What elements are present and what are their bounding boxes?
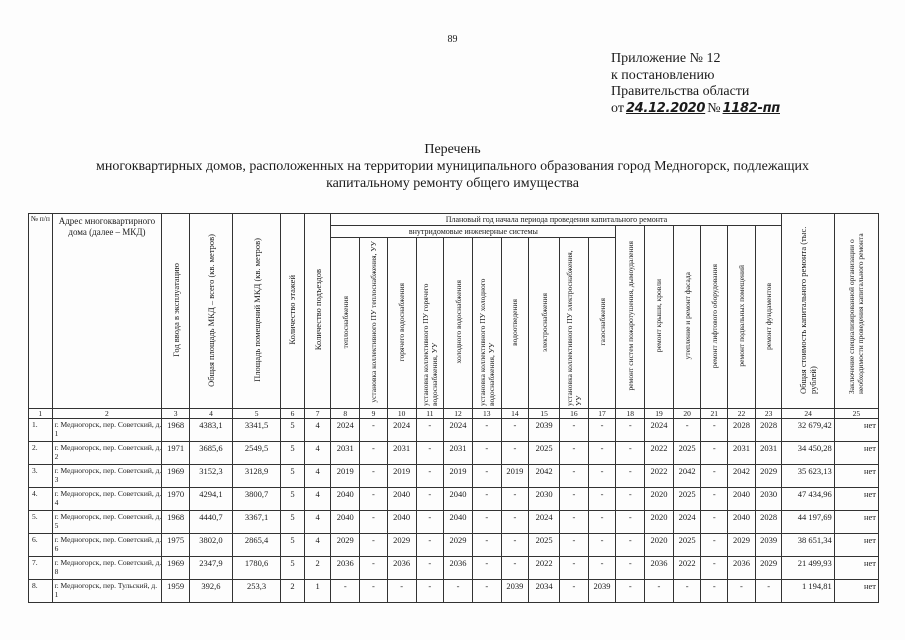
table-cell: - [501, 442, 529, 465]
table-cell: 3802,0 [189, 534, 232, 557]
table-cell: - [360, 557, 388, 580]
table-cell: 1780,6 [233, 557, 281, 580]
table-cell: 5 [281, 442, 305, 465]
column-number: 12 [444, 409, 473, 419]
table-cell: нет [834, 442, 878, 465]
column-number: 19 [645, 409, 674, 419]
table-cell: 1970 [162, 488, 190, 511]
column-number: 2 [52, 409, 162, 419]
table-cell: - [501, 419, 529, 442]
header-heat-pu: установка коллективного ПУ теплоснабжения, УУ [360, 238, 388, 409]
table-cell: 3685,6 [189, 442, 232, 465]
table-cell: 2025 [529, 442, 560, 465]
table-cell: 4294,1 [189, 488, 232, 511]
title-line-1: Перечень [424, 142, 481, 157]
table-cell: 2042 [728, 465, 756, 488]
table-cell: - [588, 511, 616, 534]
column-number-row [29, 409, 879, 419]
table-cell: 2019 [331, 465, 360, 488]
table-cell: 2025 [673, 534, 701, 557]
table-cell: - [416, 419, 444, 442]
table-cell: 2024 [444, 419, 473, 442]
table-cell: 2039 [755, 534, 782, 557]
column-number: 1 [29, 409, 53, 419]
table-cell: 2040 [444, 511, 473, 534]
table-cell: г. Медногорск, пер. Советский, д. 2 [52, 442, 162, 465]
table-cell: 1975 [162, 534, 190, 557]
table-cell: - [360, 580, 388, 603]
table-cell: 2030 [529, 488, 560, 511]
header-drain: водоотведения [501, 238, 529, 409]
table-cell: нет [834, 557, 878, 580]
column-number: 24 [782, 409, 834, 419]
table-cell: 2040 [728, 511, 756, 534]
header-heat: теплоснабжения [331, 238, 360, 409]
header-cold: холодного водоснабжения [444, 238, 473, 409]
table-row [29, 442, 879, 465]
column-number: 21 [701, 409, 728, 419]
table-cell: - [560, 465, 589, 488]
table-cell: 4383,1 [189, 419, 232, 442]
appendix-number: 1182-пп [722, 100, 780, 116]
table-cell: - [616, 580, 645, 603]
table-cell: г. Медногорск, пер. Советский, д. 5 [52, 511, 162, 534]
table-cell: - [616, 511, 645, 534]
table-cell: - [701, 488, 728, 511]
table-cell: - [673, 580, 701, 603]
document-title [40, 141, 865, 192]
table-cell: - [360, 465, 388, 488]
table-cell: 47 434,96 [782, 488, 834, 511]
table-row [29, 488, 879, 511]
table-cell: 4440,7 [189, 511, 232, 534]
table-cell: 4. [29, 488, 53, 511]
appendix-date: 24.12.2020 [625, 100, 706, 116]
table-cell: 3367,1 [233, 511, 281, 534]
table-cell: - [560, 442, 589, 465]
table-cell: - [360, 488, 388, 511]
table-cell: - [416, 511, 444, 534]
table-cell: - [701, 465, 728, 488]
header-roof: ремонт крыши, кровли [645, 226, 674, 409]
appendix-from: от [611, 100, 624, 116]
table-cell: - [416, 580, 444, 603]
table-cell: 44 197,69 [782, 511, 834, 534]
table-cell: нет [834, 511, 878, 534]
table-cell: 5 [281, 557, 305, 580]
table-cell: - [701, 511, 728, 534]
table-cell: 2040 [728, 488, 756, 511]
table-cell: - [360, 534, 388, 557]
table-cell: 2029 [755, 465, 782, 488]
table-cell: 253,3 [233, 580, 281, 603]
header-cold-pu: установка коллективного ПУ холодного водоснабжения, УУ [472, 238, 501, 409]
table-cell: 5. [29, 511, 53, 534]
table-cell: - [416, 442, 444, 465]
table-cell: - [701, 419, 728, 442]
header-gas: газоснабжения [588, 238, 616, 409]
table-cell: 8. [29, 580, 53, 603]
table-cell: - [701, 580, 728, 603]
table-cell: 1 194,81 [782, 580, 834, 603]
table-cell: 3800,7 [233, 488, 281, 511]
column-number: 23 [755, 409, 782, 419]
table-cell: г. Медногорск, пер. Советский, д. 8 [52, 557, 162, 580]
table-cell: - [588, 465, 616, 488]
table-row [29, 580, 879, 603]
header-elec-pu: установка коллективного ПУ электроснабжения, УУ [560, 238, 589, 409]
page-number: 89 [447, 34, 458, 45]
column-number: 25 [834, 409, 878, 419]
table-cell: 34 450,28 [782, 442, 834, 465]
column-number: 17 [588, 409, 616, 419]
table-cell: 7. [29, 557, 53, 580]
table-cell: 4 [304, 534, 331, 557]
table-cell: 2031 [728, 442, 756, 465]
header-entrances: Количество подъездов [304, 214, 331, 409]
table-cell: 3. [29, 465, 53, 488]
header-floors: Количество этажей [281, 214, 305, 409]
table-cell: 2020 [645, 534, 674, 557]
table-cell: 2036 [444, 557, 473, 580]
table-cell: - [588, 557, 616, 580]
appendix-no: № [707, 100, 721, 116]
table-cell: - [588, 488, 616, 511]
table-cell: 5 [281, 511, 305, 534]
table-cell: 2024 [673, 511, 701, 534]
table-cell: 4 [304, 419, 331, 442]
table-cell: 2025 [529, 534, 560, 557]
table-cell: 2019 [501, 465, 529, 488]
table-cell: - [616, 534, 645, 557]
table-cell: 2029 [728, 534, 756, 557]
table-cell: 2034 [529, 580, 560, 603]
table-cell: - [616, 465, 645, 488]
table-cell: - [416, 557, 444, 580]
table-cell: нет [834, 488, 878, 511]
table-cell: г. Медногорск, пер. Тульский, д. 1 [52, 580, 162, 603]
table-cell: 2029 [755, 557, 782, 580]
table-cell: 2019 [387, 465, 416, 488]
title-line-2: многоквартирных домов, расположенных на территории муниципального образования город Медногорск, подлежащих [95, 159, 809, 174]
table-cell: 32 679,42 [782, 419, 834, 442]
column-number: 8 [331, 409, 360, 419]
table-cell: 2030 [755, 488, 782, 511]
table-row [29, 465, 879, 488]
appendix-line-2: к постановлению [611, 67, 715, 83]
table-cell: 4 [304, 488, 331, 511]
table-cell: 1969 [162, 557, 190, 580]
table-cell: - [472, 419, 501, 442]
table-cell: 2022 [645, 442, 674, 465]
table-cell: г. Медногорск, пер. Советский, д. 1 [52, 419, 162, 442]
table-cell: - [560, 580, 589, 603]
header-fire: ремонт систем пожаротушения, дымоудаления [616, 226, 645, 409]
column-number: 5 [233, 409, 281, 419]
header-cost: Общая стоимость капитального ремонта (тыс. рублей) [782, 214, 834, 409]
table-cell: - [444, 580, 473, 603]
table-cell: 1968 [162, 419, 190, 442]
table-cell: нет [834, 580, 878, 603]
table-cell: - [472, 580, 501, 603]
table-cell: 2024 [331, 419, 360, 442]
table-cell: 2031 [387, 442, 416, 465]
table-cell: 2. [29, 442, 53, 465]
table-cell: 2040 [387, 511, 416, 534]
table-cell: - [360, 442, 388, 465]
table-cell: 2 [304, 557, 331, 580]
table-cell: 2031 [331, 442, 360, 465]
header-nn: № п/п [29, 214, 53, 409]
header-facade: утепление и ремонт фасада [673, 226, 701, 409]
table-cell: 2028 [755, 511, 782, 534]
header-conclusion: Заключение специализированной организации о необходимости проведения капитального ремонта [834, 214, 878, 409]
table-cell: - [472, 534, 501, 557]
header-foundation: ремонт фундаментов [755, 226, 782, 409]
appendix-line-3: Правительства области [611, 84, 750, 99]
table-cell: 1 [304, 580, 331, 603]
table-cell: 5 [281, 488, 305, 511]
table-cell: - [560, 534, 589, 557]
table-cell: 2042 [673, 465, 701, 488]
header-planned: Плановый год начала периода проведения капитального ремонта [331, 214, 782, 226]
table-cell: г. Медногорск, пер. Советский, д. 3 [52, 465, 162, 488]
table-cell: 1. [29, 419, 53, 442]
table-cell: 2347,9 [189, 557, 232, 580]
table-cell: 2040 [331, 488, 360, 511]
column-number: 14 [501, 409, 529, 419]
column-number: 15 [529, 409, 560, 419]
table-cell: - [501, 534, 529, 557]
table-cell: 2022 [529, 557, 560, 580]
table-cell: - [616, 442, 645, 465]
table-cell: 2031 [755, 442, 782, 465]
column-number: 6 [281, 409, 305, 419]
table-cell: 3128,9 [233, 465, 281, 488]
table-cell: - [331, 580, 360, 603]
column-number: 9 [360, 409, 388, 419]
table-cell: - [560, 557, 589, 580]
table-cell: 2029 [331, 534, 360, 557]
table-cell: 2039 [529, 419, 560, 442]
column-number: 18 [616, 409, 645, 419]
column-number: 11 [416, 409, 444, 419]
table-cell: 2019 [444, 465, 473, 488]
table-cell: 2024 [529, 511, 560, 534]
column-number: 16 [560, 409, 589, 419]
table-cell: 4 [304, 442, 331, 465]
table-cell: - [416, 488, 444, 511]
table-cell: 2040 [444, 488, 473, 511]
column-number: 20 [673, 409, 701, 419]
table-cell: 2865,4 [233, 534, 281, 557]
table-cell: нет [834, 465, 878, 488]
table-cell: - [616, 557, 645, 580]
table-cell: нет [834, 534, 878, 557]
table-cell: г. Медногорск, пер. Советский, д. 6 [52, 534, 162, 557]
header-lift: ремонт лифтового оборудования [701, 226, 728, 409]
table-cell: - [616, 419, 645, 442]
column-number: 22 [728, 409, 756, 419]
header-hot-pu: установка коллективного ПУ горячего водоснабжения, УУ [416, 238, 444, 409]
title-line-3: капитальному ремонту общего имущества [326, 176, 579, 191]
table-cell: 2024 [387, 419, 416, 442]
table-cell: 2036 [728, 557, 756, 580]
table-cell: 2028 [755, 419, 782, 442]
register-table [28, 213, 879, 603]
table-cell: - [472, 488, 501, 511]
table-cell: 5 [281, 419, 305, 442]
table-cell: - [616, 488, 645, 511]
table-cell: - [560, 419, 589, 442]
header-hot: горячего водоснабжения [387, 238, 416, 409]
table-cell: 2020 [645, 511, 674, 534]
table-cell: - [701, 534, 728, 557]
table-cell: - [472, 442, 501, 465]
appendix-line-1: Приложение № 12 [611, 51, 721, 66]
header-area-rooms: Площадь помещений МКД (кв. метров) [233, 214, 281, 409]
table-cell: 2042 [529, 465, 560, 488]
appendix-block [611, 51, 782, 117]
header-internal: внутридомовые инженерные системы [331, 226, 616, 238]
table-cell: 2036 [331, 557, 360, 580]
table-cell: 21 499,93 [782, 557, 834, 580]
table-cell: 2036 [645, 557, 674, 580]
table-cell: 2040 [387, 488, 416, 511]
table-cell: - [501, 488, 529, 511]
table-cell: 2 [281, 580, 305, 603]
table-cell: - [472, 557, 501, 580]
table-cell: 2020 [645, 488, 674, 511]
table-cell: - [701, 557, 728, 580]
table-cell: - [588, 442, 616, 465]
column-number: 4 [189, 409, 232, 419]
table-cell: 5 [281, 465, 305, 488]
table-cell: 2031 [444, 442, 473, 465]
table-cell: - [472, 511, 501, 534]
table-cell: 2549,5 [233, 442, 281, 465]
header-elec: электроснабжения [529, 238, 560, 409]
table-cell: 1959 [162, 580, 190, 603]
table-cell: 2039 [588, 580, 616, 603]
table-row [29, 557, 879, 580]
table-cell: - [472, 465, 501, 488]
table-cell: 35 623,13 [782, 465, 834, 488]
table-cell: 4 [304, 465, 331, 488]
table-row [29, 534, 879, 557]
table-row [29, 419, 879, 442]
appendix-date-line [611, 101, 782, 118]
table-cell: 1969 [162, 465, 190, 488]
table-cell: - [755, 580, 782, 603]
table-cell: - [416, 534, 444, 557]
header-address: Адрес многоквартирного дома (далее – МКД) [52, 214, 162, 409]
table-cell: 5 [281, 534, 305, 557]
table-cell: - [728, 580, 756, 603]
table-cell: 4 [304, 511, 331, 534]
table-cell: 38 651,34 [782, 534, 834, 557]
table-cell: 2036 [387, 557, 416, 580]
table-cell: 3152,3 [189, 465, 232, 488]
table-cell: - [588, 534, 616, 557]
table-cell: - [560, 488, 589, 511]
table-cell: 2029 [444, 534, 473, 557]
table-cell: 2025 [673, 442, 701, 465]
table-cell: - [360, 511, 388, 534]
column-number: 3 [162, 409, 190, 419]
table-cell: 6. [29, 534, 53, 557]
table-cell: 1971 [162, 442, 190, 465]
table-cell: г. Медногорск, пер. Советский, д. 4 [52, 488, 162, 511]
table-cell: - [588, 419, 616, 442]
header-year: Год ввода в эксплуатацию [162, 214, 190, 409]
table-cell: 2028 [728, 419, 756, 442]
table-row [29, 511, 879, 534]
table-cell: - [673, 419, 701, 442]
table-cell: 2025 [673, 488, 701, 511]
table-cell: 3341,5 [233, 419, 281, 442]
table-cell: - [501, 511, 529, 534]
table-cell: - [360, 419, 388, 442]
table-cell: 2022 [645, 465, 674, 488]
table-cell: 2040 [331, 511, 360, 534]
table-cell: - [645, 580, 674, 603]
table-cell: - [560, 511, 589, 534]
header-area-total: Общая площадь МКД – всего (кв. метров) [189, 214, 232, 409]
table-cell: - [416, 465, 444, 488]
table-cell: 2024 [645, 419, 674, 442]
column-number: 10 [387, 409, 416, 419]
column-number: 13 [472, 409, 501, 419]
table-cell: 2029 [387, 534, 416, 557]
header-basement: ремонт подвальных помещений [728, 226, 756, 409]
table-cell: - [501, 557, 529, 580]
table-cell: - [701, 442, 728, 465]
table-cell: - [387, 580, 416, 603]
table-cell: нет [834, 419, 878, 442]
column-number: 7 [304, 409, 331, 419]
table-cell: 392,6 [189, 580, 232, 603]
table-cell: 1968 [162, 511, 190, 534]
table-cell: 2022 [673, 557, 701, 580]
table-cell: 2039 [501, 580, 529, 603]
